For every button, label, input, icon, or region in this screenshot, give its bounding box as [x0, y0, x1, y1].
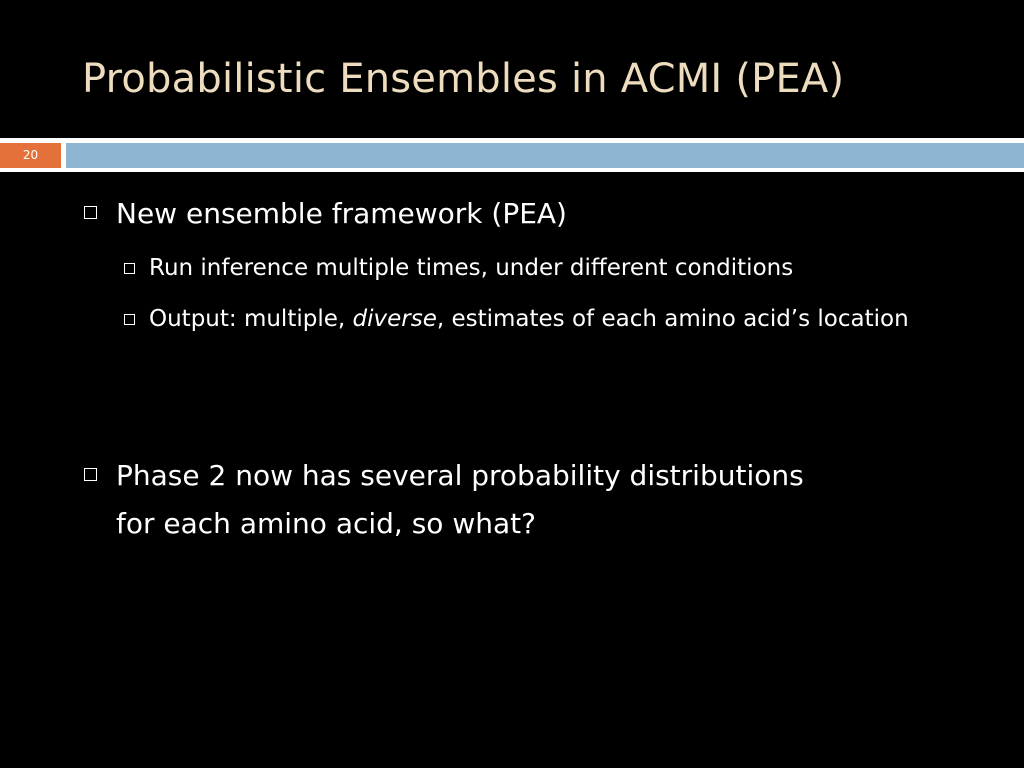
bullet-level2-output	[124, 298, 979, 341]
bullet-text-part: Output: multiple,	[149, 306, 353, 332]
bullet-text: Run inference multiple times, under different conditions	[149, 255, 794, 281]
square-bullet-icon	[124, 314, 135, 325]
square-bullet-icon	[84, 468, 97, 481]
bullet-text-emphasis: diverse	[352, 306, 437, 332]
square-bullet-icon	[84, 206, 97, 219]
bullet-text-line: Phase 2 now has several probability distributions	[116, 459, 804, 492]
slide-title: Probabilistic Ensembles in ACMI (PEA)	[82, 56, 845, 102]
bullet-text	[149, 298, 979, 341]
slide-number: 20	[0, 143, 61, 168]
bullet-text-line: for each amino acid, so what?	[116, 507, 536, 540]
bullet-text: New ensemble framework (PEA)	[116, 197, 567, 230]
bullet-level1-ensemble-framework	[84, 190, 567, 238]
bullet-level2-run-inference	[124, 247, 793, 290]
bullet-level1-phase-2	[84, 452, 946, 548]
bullet-text	[116, 452, 946, 548]
bullet-text-part: , estimates of each amino acid’s location	[436, 306, 909, 332]
square-bullet-icon	[124, 263, 135, 274]
